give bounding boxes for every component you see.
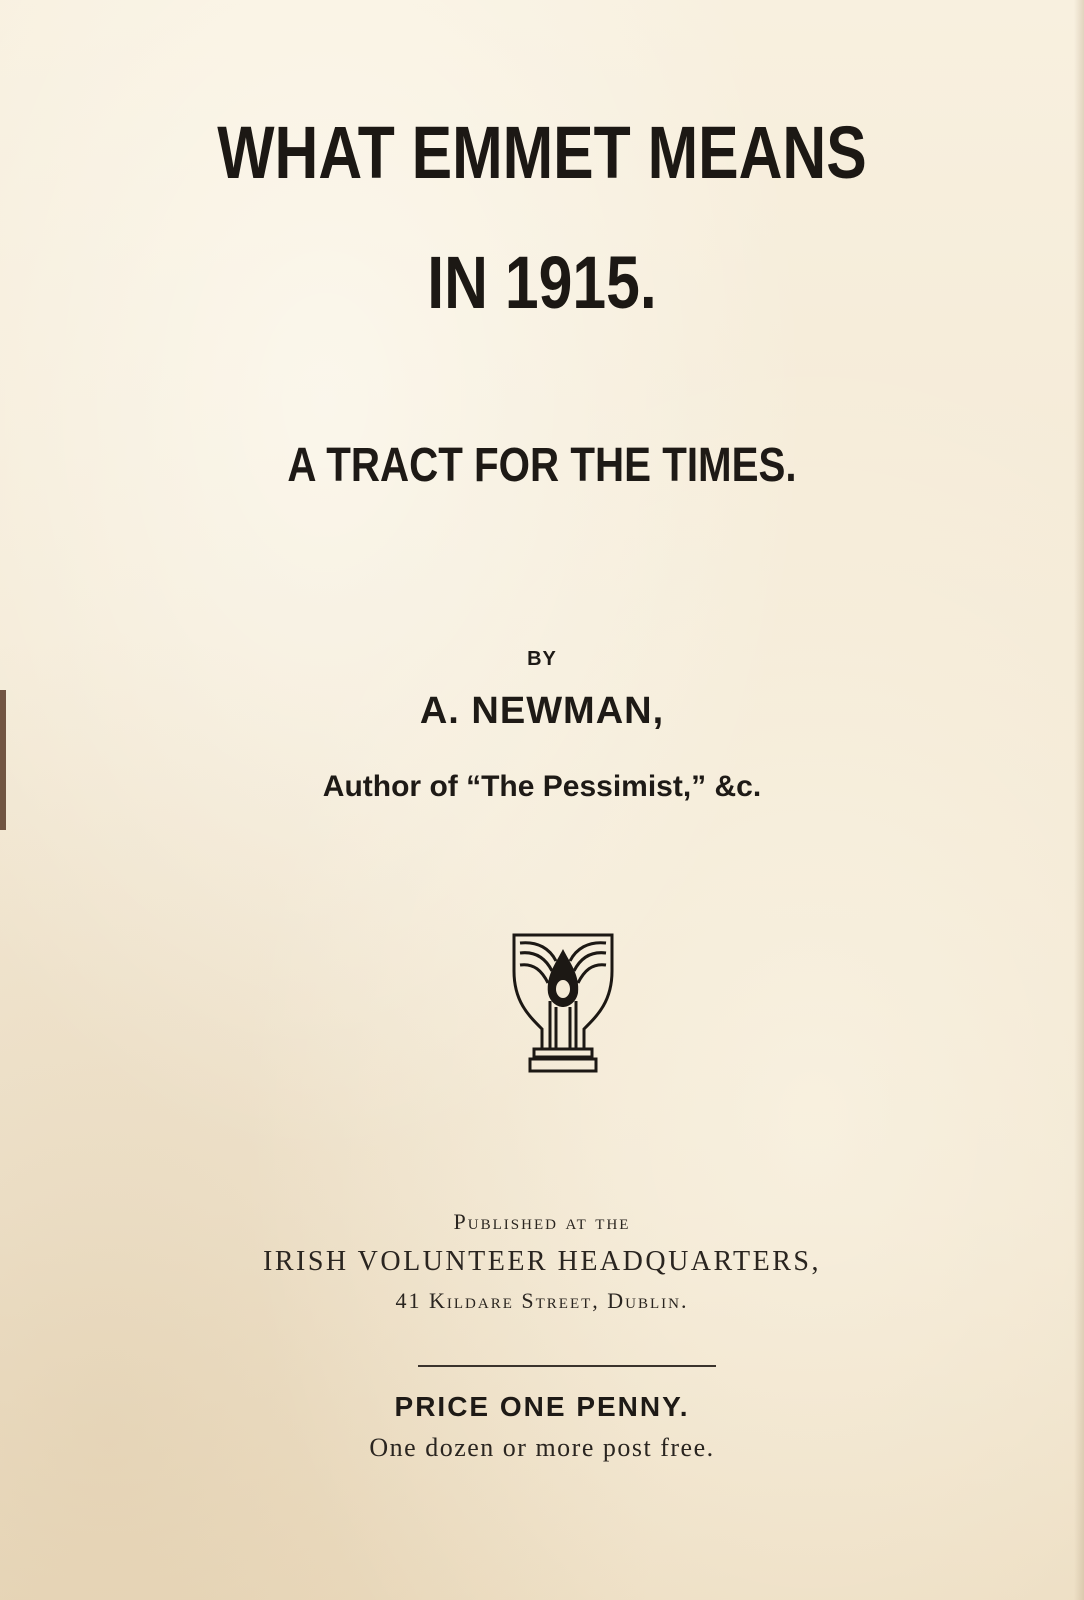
subtitle: A TRACT FOR THE TIMES. — [287, 439, 797, 492]
title-line-2-wrap — [0, 241, 1084, 324]
price-note: One dozen or more post free. — [369, 1433, 715, 1462]
publisher-name: IRISH VOLUNTEER HEADQUARTERS, — [263, 1246, 821, 1277]
byline-prefix: BY — [527, 648, 557, 670]
author-name: A. NEWMAN, — [419, 690, 665, 732]
author-credit: Author of “The Pessimist,” &c. — [322, 770, 762, 803]
publisher-address: 41 Kildare Street, Dublin. — [395, 1288, 689, 1313]
divider-rule — [418, 1365, 716, 1367]
title-line-1-wrap — [0, 111, 1084, 194]
irish-volunteers-emblem-icon — [508, 931, 618, 1081]
price-label: PRICE ONE PENNY. — [394, 1391, 690, 1422]
title-line-2: IN 1915. — [427, 241, 657, 324]
publisher-line-1: Published at the — [453, 1209, 631, 1234]
title-line-1: WHAT EMMET MEANS — [217, 111, 867, 194]
